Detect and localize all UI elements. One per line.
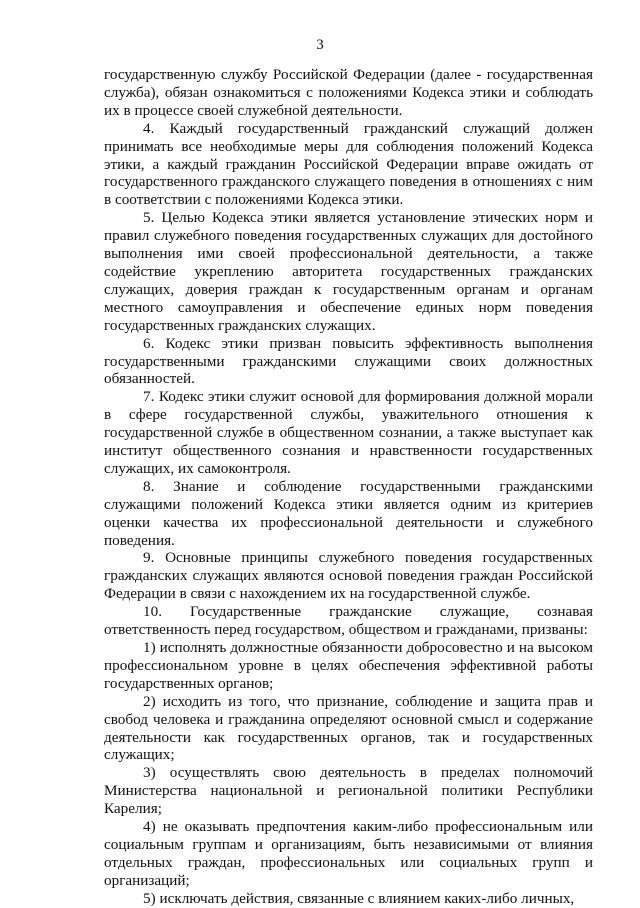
paragraph-6: 6. Кодекс этики призван повысить эффективность выполнения государственными гражданскими служащими своих должностных обязанностей. (104, 334, 593, 388)
paragraph-9: 9. Основные принципы служебного поведения государственных гражданских служащих являются основой поведения граждан Российской Федерации в связи с нахождением их на государственной службе. (104, 549, 593, 603)
list-item-3: 3) осуществлять свою деятельность в пределах полномочий Министерства национальной и региональной политики Республики Карелия; (104, 764, 593, 818)
list-item-4: 4) не оказывать предпочтения каким-либо профессиональным или социальным группам и организациям, быть независимыми от влияния отдельных граждан, профессиональных или социальных групп и организаций; (104, 818, 593, 889)
page-number: 3 (316, 37, 324, 53)
paragraph-5: 5. Целью Кодекса этики является установление этических норм и правил служебного поведения государственных служащих для достойного выполнения ими своей профессиональной деятельности, а также содействие укреплению авторитета государственных гражданских служащих, доверия граждан к государственным органам и органам местного самоуправления и обеспечение единых норм поведения государственных гражданских служащих. (104, 209, 593, 334)
paragraph-continuation: государственную службу Российской Федерации (далее - государственная служба), обязан ознакомиться с положениями Кодекса этики и соблюдать их в процессе своей служебной деятельности. (104, 66, 593, 119)
list-item-5: 5) исключать действия, связанные с влиянием каких-либо личных, (143, 889, 575, 907)
list-item-2: 2) исходить из того, что признание, соблюдение и защита прав и свобод человека и гражданина определяют основной смысл и содержание деятельности как государственных органов, так и государственных служащих; (104, 692, 593, 764)
document-body (104, 66, 593, 908)
paragraph-8: 8. Знание и соблюдение государственными гражданскими служащими положений Кодекса этики является одним из критериев оценки качества их профессиональной деятельности и служебного поведения. (104, 477, 593, 549)
paragraph-10: 10. Государственные гражданские служащие, сознавая ответственность перед государством, обществом и гражданами, призваны: (104, 603, 593, 639)
paragraph-7: 7. Кодекс этики служит основой для формирования должной морали в сфере государственной службы, уважительного отношения к государственной службе в общественном сознании, а также выступает как институт общественного сознания и нравственности государственных служащих, их самоконтроля. (104, 388, 593, 477)
list-item-1: 1) исполнять должностные обязанности добросовестно и на высоком профессиональном уровне в целях обеспечения эффективной работы государственных органов; (104, 639, 593, 692)
paragraph-4: 4. Каждый государственный гражданский служащий должен принимать все необходимые меры для соблюдения положений Кодекса этики, а каждый гражданин Российской Федерации вправе ожидать от государственного гражданского служащего поведения в отношениях с ним в соответствии с положениями Кодекса этики. (104, 119, 593, 209)
